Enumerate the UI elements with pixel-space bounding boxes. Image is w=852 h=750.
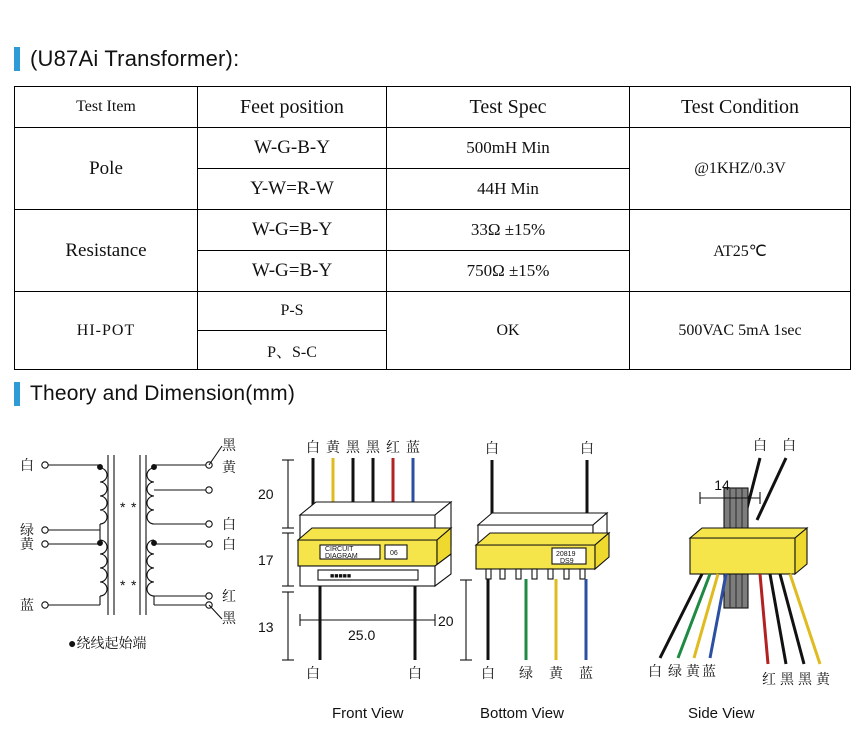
bottom-view: [460, 460, 609, 660]
side-bottom-right-0: 红: [762, 671, 776, 687]
side-bottom-left-1: 绿: [668, 663, 682, 679]
row-item-pole: Pole: [15, 128, 198, 210]
resistance-spec-2: 750Ω ±15%: [387, 251, 630, 292]
bottom-view-caption: Bottom View: [480, 705, 564, 722]
side-top-wire-1: 白: [782, 437, 796, 453]
side-top-wire-0: 白: [753, 437, 767, 453]
front-body-line1: CIRCUIT: [325, 546, 354, 553]
front-top-wire-1: 黄: [326, 439, 340, 455]
resistance-feet-1: W-G=B-Y: [198, 210, 387, 251]
header-feet-position: Feet position: [198, 87, 387, 128]
table-row: [15, 210, 851, 251]
schem-right-label-2: 白: [222, 516, 236, 532]
front-dim-bottom: 13: [258, 619, 274, 635]
spec-table: [14, 86, 851, 370]
side-dim-width: 14: [714, 477, 730, 493]
header-test-spec: Test Spec: [387, 87, 630, 128]
pole-condition: @1KHZ/0.3V: [630, 128, 851, 210]
drawings-area: [0, 420, 852, 750]
table-header-row: [15, 87, 851, 128]
pole-spec-1: 500mH Min: [387, 128, 630, 169]
bottom-dim-left: 20: [438, 613, 454, 629]
page-title: [14, 46, 239, 72]
bottom-top-wire-1: 白: [580, 440, 594, 456]
schem-note: ●绕线起始端: [68, 635, 147, 651]
accent-bar-icon: [14, 382, 20, 406]
resistance-feet-2: W-G=B-Y: [198, 251, 387, 292]
hipot-spec: OK: [387, 292, 630, 370]
front-top-wire-2: 黑: [346, 439, 360, 455]
theory-heading: [14, 382, 295, 406]
front-dim-width: 25.0: [348, 627, 376, 643]
bottom-wire-3: 蓝: [579, 665, 593, 681]
front-body-code: 06: [390, 550, 398, 557]
bottom-wire-1: 绿: [519, 665, 533, 681]
front-view-caption: Front View: [332, 705, 404, 722]
schem-left-label-2: 黄: [20, 536, 34, 552]
side-bottom-left-2: 黄: [686, 663, 700, 679]
front-bottom-wire-1: 白: [408, 665, 422, 681]
bottom-body-code-2: DS9: [560, 558, 574, 565]
front-body-line2: DIAGRAM: [325, 553, 358, 560]
bottom-wire-2: 黄: [549, 665, 563, 681]
side-bottom-right-1: 黑: [780, 671, 794, 687]
bottom-top-wire-0: 白: [485, 440, 499, 456]
side-bottom-right-2: 黑: [798, 671, 812, 687]
pole-spec-2: 44H Min: [387, 169, 630, 210]
hipot-feet-2: P、S-C: [198, 331, 387, 370]
bottom-wire-0: 白: [481, 665, 495, 681]
front-dim-top: 20: [258, 486, 274, 502]
schematic-diagram: [42, 455, 212, 615]
side-view-caption: Side View: [688, 705, 755, 722]
pole-feet-1: W-G-B-Y: [198, 128, 387, 169]
bottom-body-code-1: 20819: [556, 551, 576, 558]
svg-text:*: *: [131, 499, 137, 515]
svg-text:*: *: [120, 577, 126, 593]
schem-left-label-0: 白: [20, 457, 34, 473]
header-test-item: Test Item: [15, 87, 198, 128]
schem-right-label-4: 红: [222, 588, 236, 604]
table-row: [15, 292, 851, 331]
front-body-bottom-label: ■■■■■: [330, 573, 352, 580]
resistance-condition: AT25℃: [630, 210, 851, 292]
resistance-spec-1: 33Ω ±15%: [387, 210, 630, 251]
schem-left-label-3: 蓝: [20, 597, 34, 613]
side-bottom-right-3: 黄: [816, 671, 830, 687]
theory-heading-text: Theory and Dimension(mm): [30, 382, 296, 405]
schem-left-label-1: 绿: [20, 522, 34, 538]
side-bottom-left-0: 白: [648, 663, 662, 679]
front-top-wire-3: 黑: [366, 439, 380, 455]
hipot-feet-1: P-S: [198, 292, 387, 331]
front-top-wire-4: 红: [386, 439, 400, 455]
front-bottom-wire-0: 白: [306, 665, 320, 681]
table-row: [15, 128, 851, 169]
schem-right-label-1: 黄: [222, 459, 236, 475]
pole-feet-2: Y-W=R-W: [198, 169, 387, 210]
header-test-condition: Test Condition: [630, 87, 851, 128]
schem-right-label-3: 白: [222, 536, 236, 552]
row-item-hipot: HI-POT: [15, 292, 198, 370]
svg-text:*: *: [120, 499, 126, 515]
front-dim-mid: 17: [258, 552, 274, 568]
side-bottom-left-3: 蓝: [702, 663, 716, 679]
schem-right-label-5: 黑: [222, 610, 236, 626]
front-top-wire-5: 蓝: [406, 439, 420, 455]
schem-right-label-0: 黑: [222, 437, 236, 453]
front-top-wire-0: 白: [306, 439, 320, 455]
accent-bar-icon: [14, 47, 20, 71]
side-view: [660, 458, 820, 664]
svg-text:*: *: [131, 577, 137, 593]
transformer-drawings-svg: [0, 420, 852, 750]
hipot-condition: 500VAC 5mA 1sec: [630, 292, 851, 370]
row-item-resistance: Resistance: [15, 210, 198, 292]
page-title-text: (U87Ai Transformer):: [30, 46, 240, 71]
